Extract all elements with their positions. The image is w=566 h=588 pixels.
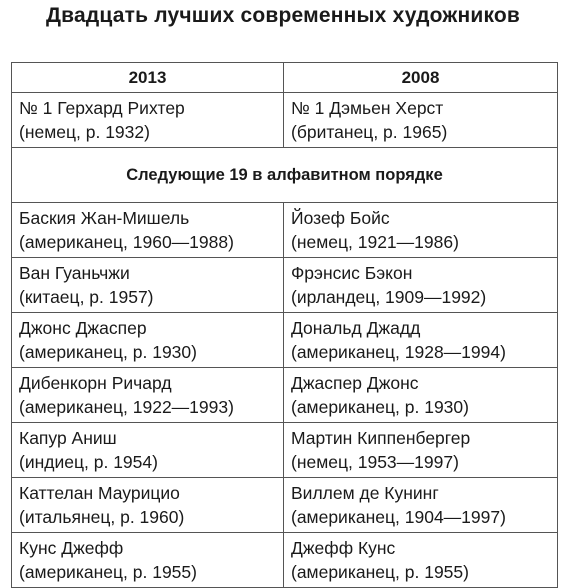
- table-cell: [284, 93, 558, 148]
- table-header-row: [12, 63, 558, 93]
- artist-name: Джефф Кунс: [291, 538, 396, 558]
- artist-name: Ван Гуаньчжи: [19, 263, 130, 283]
- artist-name: Баския Жан-Мишель: [19, 208, 190, 228]
- table-cell: [284, 423, 558, 478]
- artist-name: Дональд Джадд: [291, 318, 421, 338]
- artist-info: (немец, р. 1932): [19, 122, 150, 142]
- artist-info: (индиец, р. 1954): [19, 452, 158, 472]
- artist-name: Мартин Киппенбергер: [291, 428, 471, 448]
- table-cell: [284, 368, 558, 423]
- table-cell: [12, 478, 284, 533]
- table-row-top: [12, 93, 558, 148]
- table-row: [12, 258, 558, 313]
- artist-name: Джонс Джаспер: [19, 318, 147, 338]
- artist-info: (американец, 1960—1988): [19, 232, 234, 252]
- table-cell: [12, 368, 284, 423]
- table-row: [12, 478, 558, 533]
- section-row: [12, 148, 558, 203]
- artist-info: (американец, 1904—1997): [291, 507, 506, 527]
- artist-name: Джаспер Джонс: [291, 373, 419, 393]
- artist-name: Кунс Джефф: [19, 538, 124, 558]
- table-row: [12, 533, 558, 588]
- table-cell: [284, 258, 558, 313]
- column-header-2008: 2008: [284, 63, 558, 93]
- artist-info: (итальянец, р. 1960): [19, 507, 185, 527]
- artist-info: (американец, р. 1930): [291, 397, 469, 417]
- artist-name: Фрэнсис Бэкон: [291, 263, 413, 283]
- artist-name: Дибенкорн Ричард: [19, 373, 172, 393]
- artist-info: (американец, 1922—1993): [19, 397, 234, 417]
- artist-name: Капур Аниш: [19, 428, 117, 448]
- table-row: [12, 203, 558, 258]
- table-cell: [284, 533, 558, 588]
- artist-info: (американец, 1928—1994): [291, 342, 506, 362]
- table-row: [12, 368, 558, 423]
- table-cell: [284, 313, 558, 368]
- artist-info: (немец, 1953—1997): [291, 452, 459, 472]
- artist-name: Йозеф Бойс: [291, 208, 390, 228]
- table-cell: [12, 203, 284, 258]
- artist-name: № 1 Герхард Рихтер: [19, 98, 185, 118]
- artist-info: (американец, р. 1955): [291, 562, 469, 582]
- artist-name: № 1 Дэмьен Херст: [291, 98, 444, 118]
- column-header-2013: 2013: [12, 63, 284, 93]
- artist-info: (ирландец, 1909—1992): [291, 287, 487, 307]
- table-row: [12, 423, 558, 478]
- table-cell: [12, 423, 284, 478]
- artists-table: [11, 62, 558, 588]
- artist-name: Виллем де Кунинг: [291, 483, 439, 503]
- artist-info: (американец, р. 1930): [19, 342, 197, 362]
- artist-info: (немец, 1921—1986): [291, 232, 459, 252]
- table-cell: [12, 533, 284, 588]
- table-cell: [12, 313, 284, 368]
- artist-info: (американец, р. 1955): [19, 562, 197, 582]
- section-label: Следующие 19 в алфавитном порядке: [12, 148, 558, 203]
- table-cell: [284, 478, 558, 533]
- artist-name: Каттелан Маурицио: [19, 483, 180, 503]
- artist-info: (британец, р. 1965): [291, 122, 448, 142]
- page-title: Двадцать лучших современных художников: [45, 4, 521, 27]
- artist-info: (китаец, р. 1957): [19, 287, 154, 307]
- table-cell: [284, 203, 558, 258]
- table-row: [12, 313, 558, 368]
- table-cell: [12, 258, 284, 313]
- table-cell: [12, 93, 284, 148]
